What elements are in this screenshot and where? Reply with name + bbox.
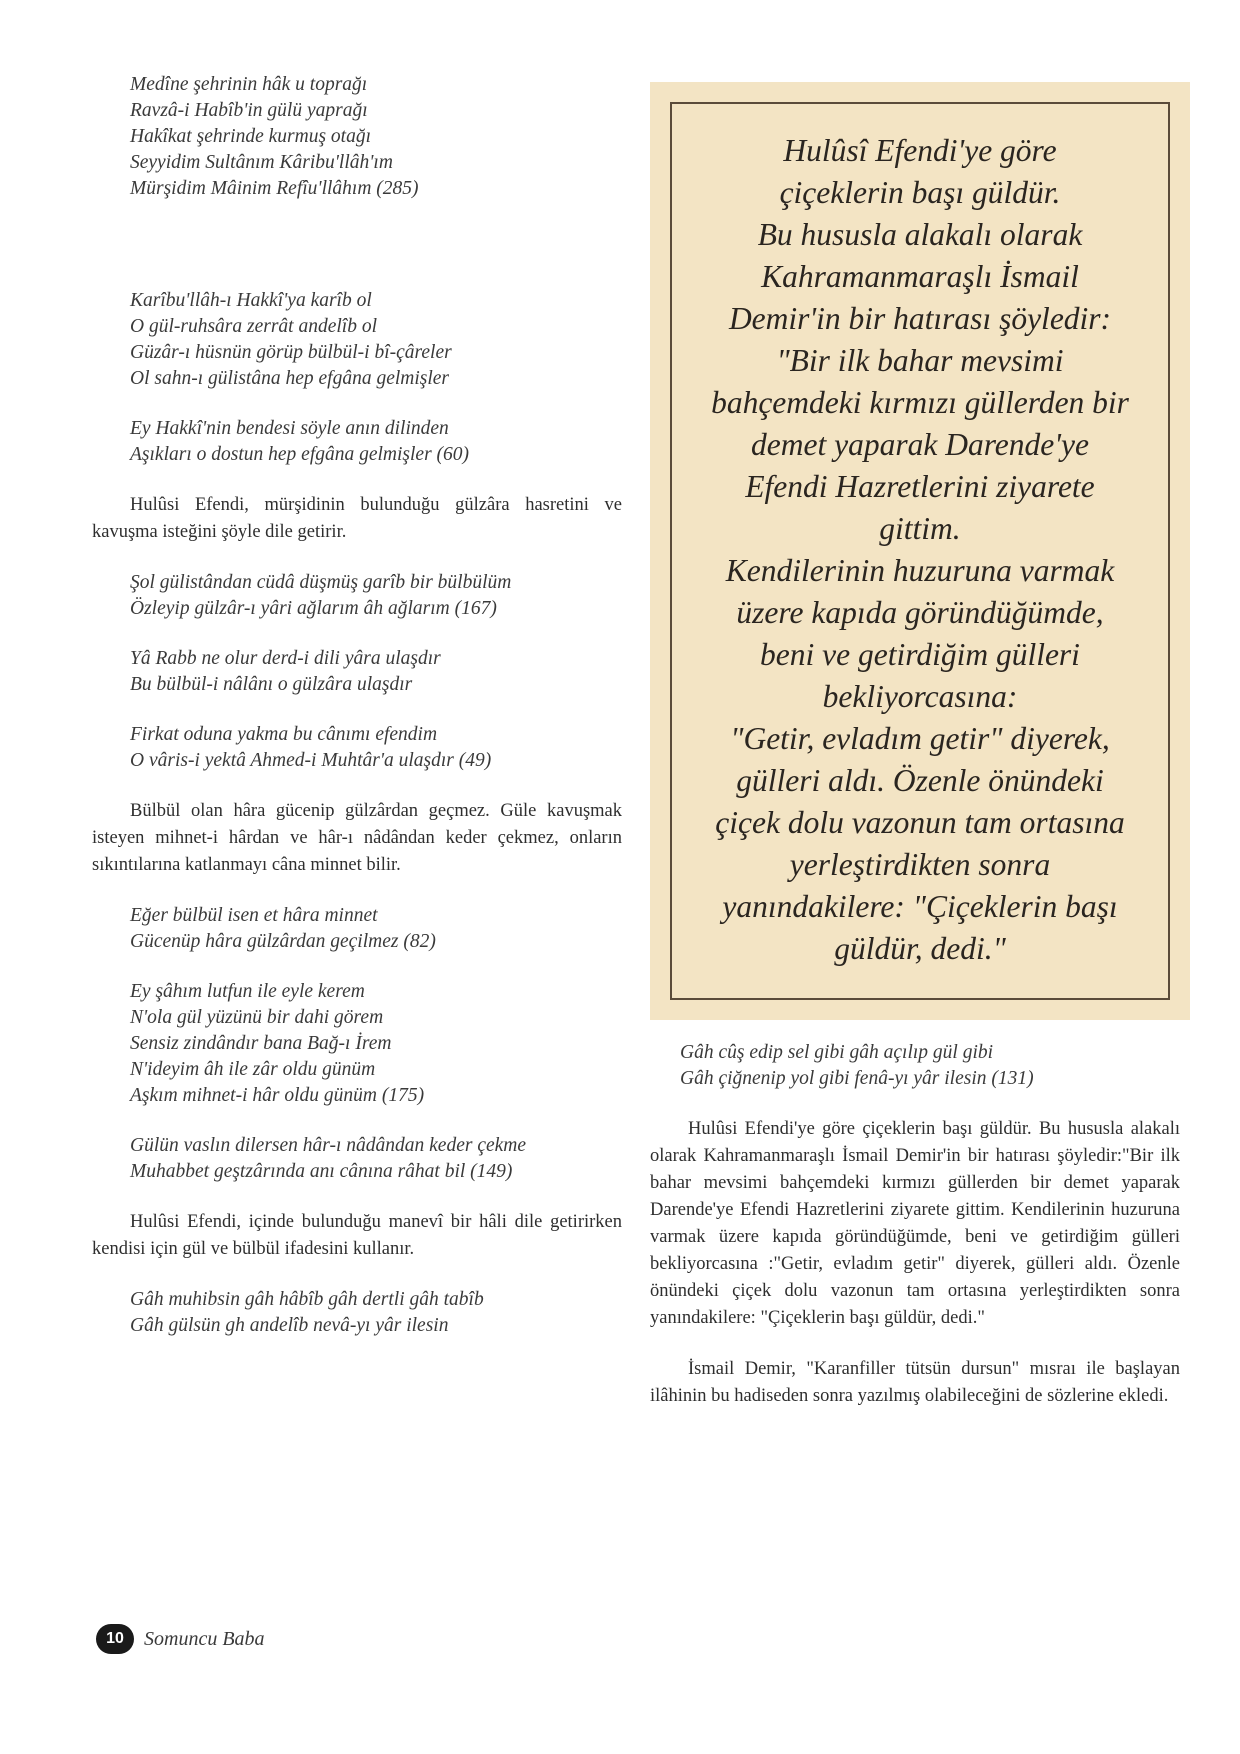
- verse-line: Gâh muhibsin gâh hâbîb gâh dertli gâh tabîb: [130, 1289, 484, 1310]
- verse-block: [130, 903, 622, 955]
- verse-line: Karîbu'llâh-ı Hakkî'ya karîb ol: [130, 290, 372, 311]
- verse-line: Ravzâ-i Habîb'in gülü yaprağı: [130, 100, 368, 121]
- verse-block: [130, 979, 622, 1109]
- verse-line: Güzâr-ı hüsnün görüp bülbül-i bî-çâreler: [130, 342, 452, 363]
- verse-line: Gâh çiğnenip yol gibi fenâ-yı yâr ilesin (131): [680, 1068, 1034, 1089]
- verse-line: Medîne şehrinin hâk u toprağı: [130, 74, 368, 95]
- right-column: [650, 1040, 1180, 1434]
- pull-quote-line: Kahramanmaraşlı İsmail: [761, 259, 1079, 294]
- verse-line: Ol sahn-ı gülistâna hep efgâna gelmişler: [130, 368, 450, 389]
- verse-line: Gâh cûş edip sel gibi gâh açılıp gül gibi: [680, 1042, 994, 1063]
- body-paragraph: Bülbül olan hâra gücenip gülzârdan geçmez. Güle kavuşmak isteyen mihnet-i hârdan ve hâr-ı nâdândan keder çekmez, onların sıkıntılarına katlanmayı câna minnet bilir.: [92, 801, 622, 875]
- pull-quote-line: üzere kapıda göründüğümde,: [736, 595, 1104, 630]
- pull-quote-line: Bu hususla alakalı olarak: [757, 217, 1083, 252]
- body-paragraph: Hulûsi Efendi, mürşidinin bulunduğu gülzâra hasretini ve kavuşma isteğini şöyle dile getirir.: [92, 495, 622, 542]
- verse-block: [130, 1287, 622, 1339]
- magazine-name: Somuncu Baba: [144, 1627, 265, 1650]
- pull-quote-line: Efendi Hazretlerini ziyarete: [745, 469, 1095, 504]
- pull-quote-line: demet yaparak Darende'ye: [751, 427, 1089, 462]
- verse-line: O gül-ruhsâra zerrât andelîb ol: [130, 316, 378, 337]
- verse-line: N'ideyim âh ile zâr oldu günüm: [130, 1059, 376, 1080]
- verse-line: Bu bülbül-i nâlânı o gülzâra ulaşdır: [130, 674, 413, 695]
- verse-line: Aşkım mihnet-i hâr oldu günüm (175): [130, 1085, 425, 1106]
- verse-line: Firkat oduna yakma bu cânımı efendim: [130, 724, 438, 745]
- body-paragraph: İsmail Demir, "Karanfiller tütsün dursun" mısraı ile başlayan ilâhinin bu hadiseden sonra yazılmış olabileceğini de sözlerine ekledi.: [650, 1359, 1180, 1406]
- pull-quote-line: Demir'in bir hatırası şöyledir:: [728, 301, 1112, 336]
- left-column: [92, 72, 622, 1363]
- pull-quote-line: yanındakilere: "Çiçeklerin başı: [722, 889, 1118, 924]
- verse-line: Şol gülistândan cüdâ düşmüş garîb bir bülbülüm: [130, 572, 512, 593]
- verse-line: O vâris-i yektâ Ahmed-i Muhtâr'a ulaşdır (49): [130, 750, 492, 771]
- verse-line: Ey Hakkî'nin bendesi söyle anın dilinden: [130, 418, 449, 439]
- verse-block: [130, 416, 622, 468]
- spacer: [92, 226, 622, 288]
- verse-line: Gülün vaslın dilersen hâr-ı nâdândan keder çekme: [130, 1135, 527, 1156]
- pull-quote-line: çiçek dolu vazonun tam ortasına: [715, 805, 1125, 840]
- verse-block: [130, 1133, 622, 1185]
- verse-block: [680, 1040, 1180, 1092]
- pull-quote-line: Hulûsî Efendi'ye göre: [783, 133, 1057, 168]
- pull-quote-line: "Getir, evladım getir" diyerek,: [730, 721, 1110, 756]
- page-number: 10: [96, 1624, 134, 1654]
- verse-block: [130, 646, 622, 698]
- pull-quote-line: "Bir ilk bahar mevsimi: [776, 343, 1064, 378]
- verse-line: Gücenüp hâra gülzârdan geçilmez (82): [130, 931, 436, 952]
- verse-line: Mürşidim Mâinim Refîu'llâhım (285): [130, 178, 419, 199]
- verse-line: Hakîkat şehrinde kurmuş otağı: [130, 126, 372, 147]
- body-paragraph: Hulûsi Efendi'ye göre çiçeklerin başı güldür. Bu hususla alakalı olarak Kahramanmaraşlı İsmail Demir'in bir hatırası şöyledir:"Bir ilk bahar mevsimi bahçemdeki kırmızı güllerden bir demet yaparak Darende'ye Efendi Hazretlerini ziyarete gittim. Kendilerinin huzuruna varmak üzere kapıda göründüğümde, beni ve getirdiğim gülleri bekliyorcasına :"Getir, evladım getir" diyerek, gülleri aldı. Özenle önündeki çiçek dolu vazonun tam ortasına yerleştirdikten sonra yanındakilere: "Çiçeklerin başı güldür, dedi.": [650, 1119, 1180, 1328]
- pull-quote-line: gittim.: [879, 511, 961, 546]
- verse-line: Ey şâhım lutfun ile eyle kerem: [130, 981, 365, 1002]
- verse-block: [130, 722, 622, 774]
- pull-quote-line: yerleştirdikten sonra: [789, 847, 1051, 882]
- verse-line: Eğer bülbül isen et hâra minnet: [130, 905, 378, 926]
- verse-line: Yâ Rabb ne olur derd-i dili yâra ulaşdır: [130, 648, 441, 669]
- pull-quote-line: güldür, dedi.": [834, 931, 1006, 966]
- page-footer: [96, 1624, 265, 1654]
- verse-line: Muhabbet geştzârında anı cânına râhat bil (149): [130, 1161, 513, 1182]
- pull-quote-line: çiçeklerin başı güldür.: [779, 175, 1061, 210]
- verse-line: Aşıkları o dostun hep efgâna gelmişler (60): [130, 444, 470, 465]
- pull-quote-line: bekliyorcasına:: [822, 679, 1018, 714]
- verse-block: [130, 570, 622, 622]
- pull-quote-line: Kendilerinin huzuruna varmak: [725, 553, 1115, 588]
- verse-line: Gâh gülsün gh andelîb nevâ-yı yâr ilesin: [130, 1315, 449, 1336]
- verse-block: [130, 72, 622, 202]
- verse-block: [130, 288, 622, 392]
- verse-line: Özleyip gülzâr-ı yâri ağlarım âh ağlarım (167): [130, 598, 497, 619]
- pull-quote: [670, 102, 1170, 1000]
- pull-quote-box: [650, 82, 1190, 1020]
- verse-line: Sensiz zindândır bana Bağ-ı İrem: [130, 1033, 392, 1054]
- body-paragraph: Hulûsi Efendi, içinde bulunduğu manevî bir hâli dile getirirken kendisi için gül ve bülbül ifadesini kullanır.: [92, 1212, 622, 1259]
- pull-quote-line: beni ve getirdiğim gülleri: [760, 637, 1080, 672]
- verse-line: Seyyidim Sultânım Kâribu'llâh'ım: [130, 152, 393, 173]
- pull-quote-line: bahçemdeki kırmızı güllerden bir: [711, 385, 1129, 420]
- verse-line: N'ola gül yüzünü bir dahi görem: [130, 1007, 384, 1028]
- pull-quote-line: gülleri aldı. Özenle önündeki: [736, 763, 1104, 798]
